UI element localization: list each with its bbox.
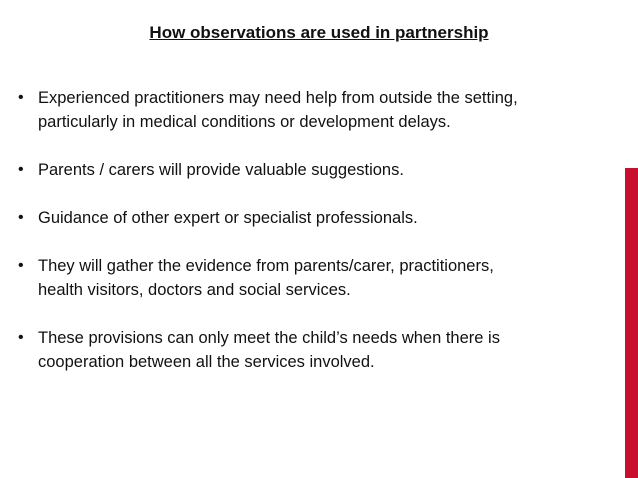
bullet-text-line: health visitors, doctors and social services. xyxy=(38,281,351,299)
bullet-text-line: They will gather the evidence from parents/carer, practitioners, xyxy=(38,257,494,275)
bullet-text-line: cooperation between all the services involved. xyxy=(38,353,375,371)
bullet-item xyxy=(0,326,625,374)
bullet-item xyxy=(0,206,625,230)
bullet-icon: • xyxy=(18,209,24,226)
accent-bar xyxy=(625,168,638,478)
bullet-icon: • xyxy=(18,329,24,346)
bullet-item xyxy=(0,254,625,302)
bullet-text-line: Parents / carers will provide valuable suggestions. xyxy=(38,161,404,179)
bullet-text-line: These provisions can only meet the child’s needs when there is xyxy=(38,329,500,347)
bullet-text-line: Guidance of other expert or specialist professionals. xyxy=(38,209,418,227)
bullet-text-line: Experienced practitioners may need help from outside the setting, xyxy=(38,89,518,107)
bullet-icon: • xyxy=(18,257,24,274)
bullet-item xyxy=(0,158,625,182)
bullet-text-line: particularly in medical conditions or development delays. xyxy=(38,113,451,131)
bullet-item xyxy=(0,86,625,134)
bullet-icon: • xyxy=(18,161,24,178)
bullet-icon: • xyxy=(18,89,24,106)
slide-title: How observations are used in partnership xyxy=(149,23,489,42)
bullet-list xyxy=(0,86,625,398)
